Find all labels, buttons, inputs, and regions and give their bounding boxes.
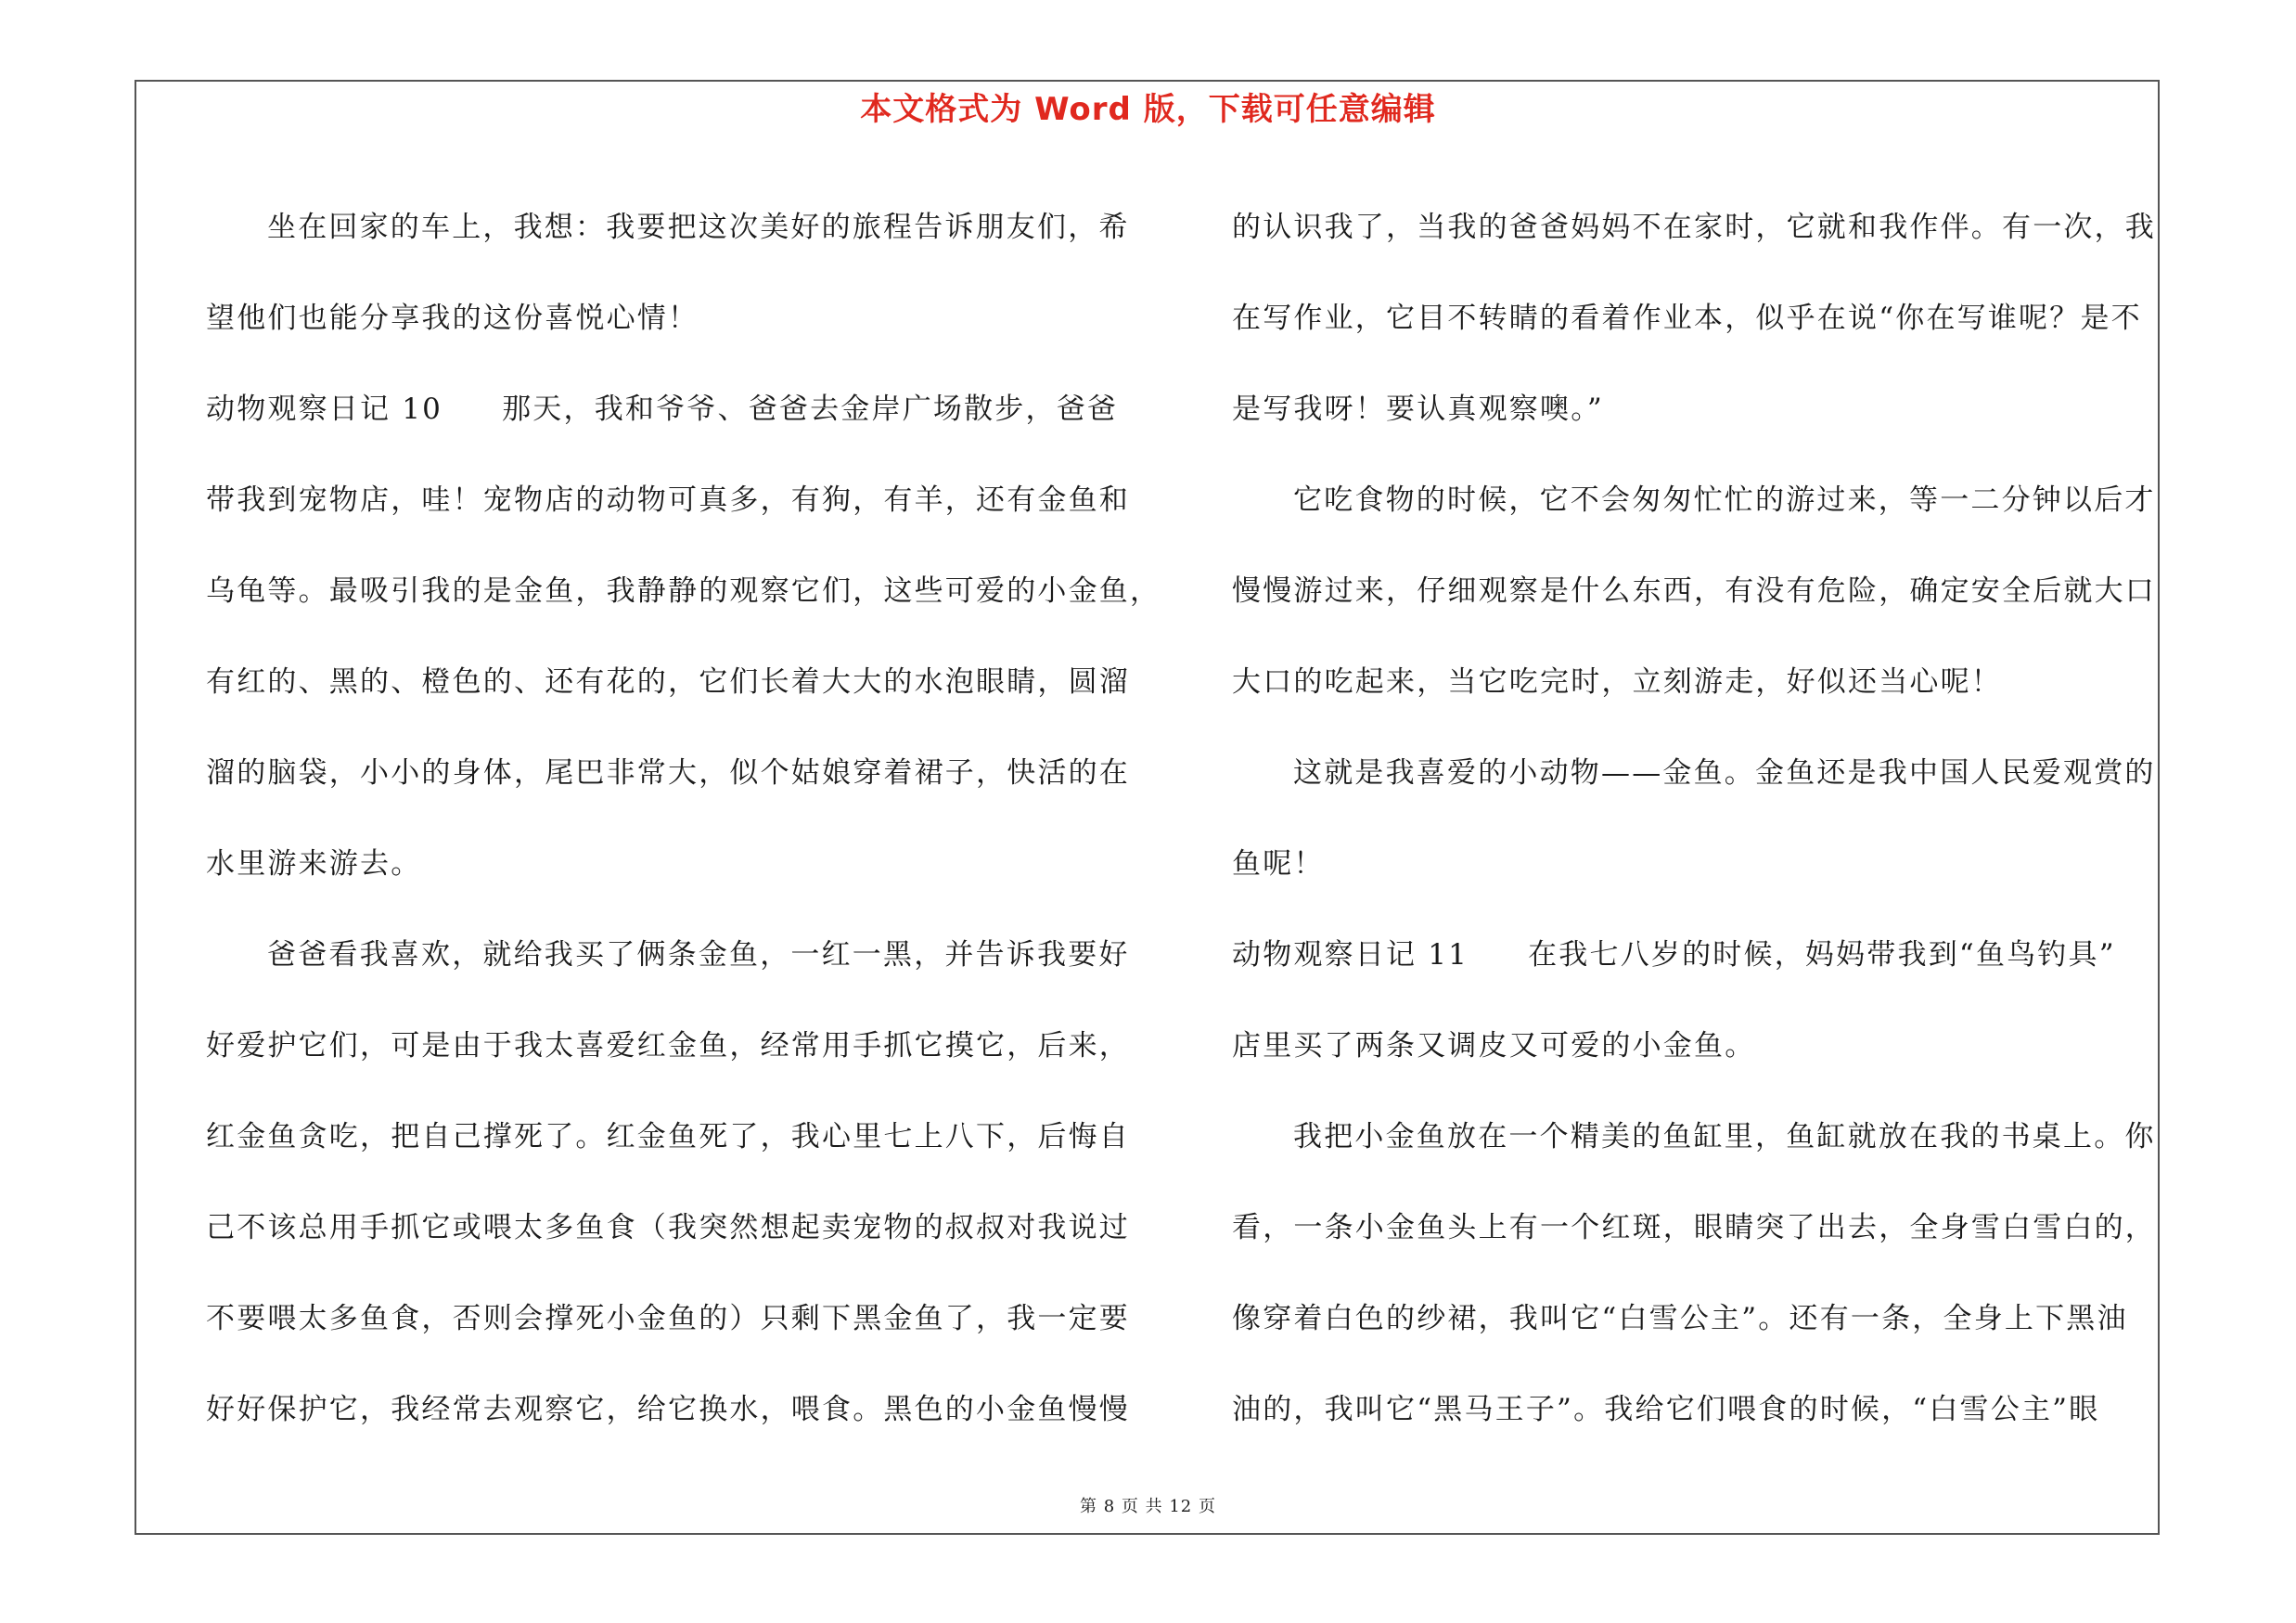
diary-entry-title: 动物观察日记 11 bbox=[1232, 938, 1469, 972]
line-text: 红金鱼贪吃，把自己撑死了。红金鱼死了，我心里七上八下，后悔自 bbox=[206, 1120, 1130, 1153]
line-text: 在我七八岁的时候，妈妈带我到“鱼鸟钓具” bbox=[1528, 938, 2116, 972]
line-text: 的认识我了，当我的爸爸妈妈不在家时，它就和我作伴。有一次，我 bbox=[1232, 211, 2156, 244]
text-line bbox=[1232, 909, 2169, 1000]
word-format-banner: 本文格式为 Word 版，下载可任意编辑 bbox=[860, 91, 1436, 128]
text-line bbox=[1232, 728, 2169, 818]
text-line bbox=[1232, 182, 2169, 273]
text-line bbox=[1232, 1364, 2169, 1455]
line-text: 坐在回家的车上，我想：我要把这次美好的旅程告诉朋友们，希 bbox=[267, 211, 1130, 244]
line-text: 像穿着白色的纱裙，我叫它“白雪公主”。还有一条，全身上下黑油 bbox=[1232, 1302, 2128, 1335]
line-text: 乌龟等。最吸引我的是金鱼，我静静的观察它们，这些可爱的小金鱼， bbox=[206, 574, 1161, 608]
line-text: 在写作业，它目不转睛的看着作业本，似乎在说“你在写谁呢？是不 bbox=[1232, 302, 2142, 335]
text-line bbox=[1232, 546, 2169, 637]
line-text: 这就是我喜爱的小动物——金鱼。金鱼还是我中国人民爱观赏的 bbox=[1293, 756, 2156, 790]
text-line bbox=[206, 1364, 1134, 1455]
text-line bbox=[1232, 273, 2169, 364]
line-text: 好爱护它们，可是由于我太喜爱红金鱼，经常用手抓它摸它，后来， bbox=[206, 1029, 1130, 1063]
line-text: 带我到宠物店，哇！宠物店的动物可真多，有狗，有羊，还有金鱼和 bbox=[206, 483, 1130, 517]
text-line bbox=[206, 818, 1134, 909]
text-line bbox=[206, 728, 1134, 818]
page-number: 第 8 页 共 12 页 bbox=[1080, 1497, 1216, 1516]
text-line bbox=[1232, 1182, 2169, 1273]
right-text-column bbox=[1232, 182, 2169, 1455]
text-line bbox=[206, 1091, 1134, 1182]
line-text: 溜的脑袋，小小的身体，尾巴非常大，似个姑娘穿着裙子，快活的在 bbox=[206, 756, 1130, 790]
line-text: 爸爸看我喜欢，就给我买了俩条金鱼，一红一黑，并告诉我要好 bbox=[267, 938, 1130, 972]
line-text: 好好保护它，我经常去观察它，给它换水，喂食。黑色的小金鱼慢慢 bbox=[206, 1393, 1130, 1426]
text-line bbox=[1232, 637, 2169, 728]
line-text: 店里买了两条又调皮又可爱的小金鱼。 bbox=[1232, 1029, 1756, 1063]
text-line bbox=[1232, 1000, 2169, 1091]
text-line bbox=[206, 1182, 1134, 1273]
line-text: 我把小金鱼放在一个精美的鱼缸里，鱼缸就放在我的书桌上。你 bbox=[1293, 1120, 2156, 1153]
line-text: 油的，我叫它“黑马王子”。我给它们喂食的时候，“白雪公主”眼 bbox=[1232, 1393, 2100, 1426]
text-line bbox=[206, 455, 1134, 546]
text-line bbox=[1232, 1273, 2169, 1364]
line-text: 它吃食物的时候，它不会匆匆忙忙的游过来，等一二分钟以后才 bbox=[1293, 483, 2156, 517]
text-line bbox=[206, 1000, 1134, 1091]
diary-entry-title: 动物观察日记 10 bbox=[206, 393, 443, 426]
text-line bbox=[206, 364, 1134, 455]
text-line bbox=[1232, 818, 2169, 909]
line-text: 是写我呀！要认真观察噢。” bbox=[1232, 393, 1604, 426]
line-text: 鱼呢！ bbox=[1232, 847, 1325, 881]
line-text: 看，一条小金鱼头上有一个红斑，眼睛突了出去，全身雪白雪白的， bbox=[1232, 1211, 2156, 1244]
line-text: 己不该总用手抓它或喂太多鱼食（我突然想起卖宠物的叔叔对我说过 bbox=[206, 1211, 1130, 1244]
line-text: 不要喂太多鱼食，否则会撑死小金鱼的）只剩下黑金鱼了，我一定要 bbox=[206, 1302, 1130, 1335]
text-line bbox=[1232, 1091, 2169, 1182]
line-text: 望他们也能分享我的这份喜悦心情！ bbox=[206, 302, 699, 335]
text-line bbox=[206, 182, 1134, 273]
text-line bbox=[1232, 364, 2169, 455]
text-line bbox=[206, 909, 1134, 1000]
line-text: 慢慢游过来，仔细观察是什么东西，有没有危险，确定安全后就大口 bbox=[1232, 574, 2156, 608]
text-line bbox=[1232, 455, 2169, 546]
left-text-column bbox=[206, 182, 1161, 1455]
text-line bbox=[206, 546, 1161, 637]
text-line bbox=[206, 637, 1134, 728]
line-text: 大口的吃起来，当它吃完时，立刻游走，好似还当心呢！ bbox=[1232, 665, 2002, 699]
line-text: 那天，我和爷爷、爸爸去金岸广场散步，爸爸 bbox=[502, 393, 1119, 426]
line-text: 有红的、黑的、橙色的、还有花的，它们长着大大的水泡眼睛，圆溜 bbox=[206, 665, 1130, 699]
line-text: 水里游来游去。 bbox=[206, 847, 422, 881]
text-line bbox=[206, 273, 1134, 364]
text-line bbox=[206, 1273, 1134, 1364]
